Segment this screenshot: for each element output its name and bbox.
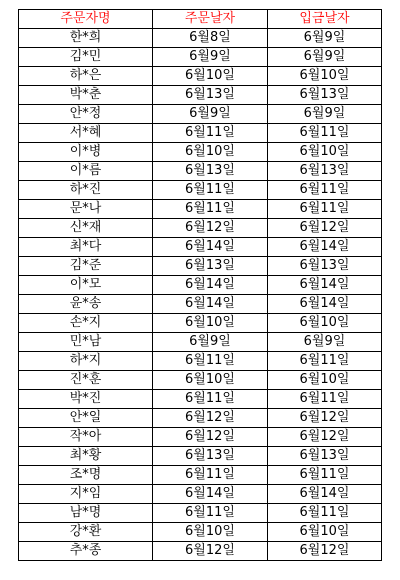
table-row <box>19 162 382 181</box>
deposit-date-cell: 6월11일 <box>268 390 382 409</box>
deposit-date-cell: 6월9일 <box>268 333 382 352</box>
orderer-name-cell: 이*모 <box>19 276 153 295</box>
order-date-cell: 6월11일 <box>153 352 268 371</box>
table-row <box>19 371 382 390</box>
order-date-cell: 6월13일 <box>153 257 268 276</box>
table-row <box>19 409 382 428</box>
orderer-name-cell: 문*나 <box>19 200 153 219</box>
table-row <box>19 428 382 447</box>
order-date-cell: 6월9일 <box>153 48 268 67</box>
table-row <box>19 143 382 162</box>
deposit-date-cell: 6월11일 <box>268 352 382 371</box>
orderer-name-cell: 지*임 <box>19 485 153 504</box>
order-date-cell: 6월11일 <box>153 466 268 485</box>
orderer-name-cell: 손*지 <box>19 314 153 333</box>
orderer-name-cell: 남*명 <box>19 504 153 523</box>
deposit-date-cell: 6월10일 <box>268 314 382 333</box>
table-row <box>19 390 382 409</box>
table-row <box>19 200 382 219</box>
order-date-cell: 6월12일 <box>153 409 268 428</box>
table-body <box>19 29 382 561</box>
orderer-name-cell: 김*준 <box>19 257 153 276</box>
header-row <box>19 10 382 29</box>
order-deposit-table <box>18 9 382 561</box>
orderer-name-cell: 안*일 <box>19 409 153 428</box>
deposit-date-cell: 6월13일 <box>268 162 382 181</box>
table-row <box>19 314 382 333</box>
deposit-date-cell: 6월11일 <box>268 181 382 200</box>
orderer-name-cell: 김*민 <box>19 48 153 67</box>
order-date-cell: 6월13일 <box>153 162 268 181</box>
order-date-cell: 6월10일 <box>153 143 268 162</box>
deposit-date-cell: 6월10일 <box>268 523 382 542</box>
table-row <box>19 333 382 352</box>
table-row <box>19 86 382 105</box>
deposit-date-cell: 6월12일 <box>268 219 382 238</box>
order-date-cell: 6월14일 <box>153 276 268 295</box>
orderer-name-cell: 작*아 <box>19 428 153 447</box>
header-order-date: 주문날자 <box>153 10 268 29</box>
table-row <box>19 124 382 143</box>
order-date-cell: 6월8일 <box>153 29 268 48</box>
deposit-date-cell: 6월9일 <box>268 105 382 124</box>
table-row <box>19 523 382 542</box>
order-date-cell: 6월10일 <box>153 523 268 542</box>
table-row <box>19 67 382 86</box>
orderer-name-cell: 한*희 <box>19 29 153 48</box>
table-row <box>19 504 382 523</box>
deposit-date-cell: 6월14일 <box>268 485 382 504</box>
table-row <box>19 181 382 200</box>
orderer-name-cell: 추*종 <box>19 542 153 561</box>
orderer-name-cell: 이*름 <box>19 162 153 181</box>
deposit-date-cell: 6월9일 <box>268 48 382 67</box>
orderer-name-cell: 최*다 <box>19 238 153 257</box>
orderer-name-cell: 서*혜 <box>19 124 153 143</box>
order-date-cell: 6월12일 <box>153 219 268 238</box>
order-date-cell: 6월11일 <box>153 390 268 409</box>
orderer-name-cell: 하*지 <box>19 352 153 371</box>
deposit-date-cell: 6월10일 <box>268 67 382 86</box>
deposit-date-cell: 6월10일 <box>268 371 382 390</box>
order-date-cell: 6월11일 <box>153 181 268 200</box>
deposit-date-cell: 6월13일 <box>268 447 382 466</box>
orderer-name-cell: 안*정 <box>19 105 153 124</box>
deposit-date-cell: 6월12일 <box>268 428 382 447</box>
table-row <box>19 295 382 314</box>
deposit-date-cell: 6월10일 <box>268 143 382 162</box>
deposit-date-cell: 6월11일 <box>268 466 382 485</box>
order-date-cell: 6월12일 <box>153 428 268 447</box>
table-row <box>19 485 382 504</box>
table-row <box>19 542 382 561</box>
deposit-date-cell: 6월11일 <box>268 124 382 143</box>
order-date-cell: 6월13일 <box>153 86 268 105</box>
table-row <box>19 29 382 48</box>
order-date-cell: 6월10일 <box>153 67 268 86</box>
orderer-name-cell: 최*황 <box>19 447 153 466</box>
orderer-name-cell: 하*은 <box>19 67 153 86</box>
deposit-date-cell: 6월14일 <box>268 238 382 257</box>
deposit-date-cell: 6월12일 <box>268 542 382 561</box>
deposit-date-cell: 6월13일 <box>268 257 382 276</box>
table-row <box>19 352 382 371</box>
table-row <box>19 466 382 485</box>
order-date-cell: 6월10일 <box>153 371 268 390</box>
order-date-cell: 6월14일 <box>153 238 268 257</box>
order-date-cell: 6월14일 <box>153 485 268 504</box>
orderer-name-cell: 진*훈 <box>19 371 153 390</box>
table-row <box>19 238 382 257</box>
table-row <box>19 219 382 238</box>
orderer-name-cell: 윤*송 <box>19 295 153 314</box>
deposit-date-cell: 6월11일 <box>268 504 382 523</box>
table-row <box>19 257 382 276</box>
table-row <box>19 447 382 466</box>
order-date-cell: 6월13일 <box>153 447 268 466</box>
order-date-cell: 6월9일 <box>153 105 268 124</box>
table-row <box>19 105 382 124</box>
orderer-name-cell: 하*진 <box>19 181 153 200</box>
deposit-date-cell: 6월9일 <box>268 29 382 48</box>
order-date-cell: 6월11일 <box>153 200 268 219</box>
order-date-cell: 6월11일 <box>153 504 268 523</box>
order-date-cell: 6월9일 <box>153 333 268 352</box>
header-deposit-date: 입금날자 <box>268 10 382 29</box>
deposit-date-cell: 6월12일 <box>268 409 382 428</box>
deposit-date-cell: 6월11일 <box>268 200 382 219</box>
order-date-cell: 6월11일 <box>153 124 268 143</box>
table-row <box>19 48 382 67</box>
order-date-cell: 6월14일 <box>153 295 268 314</box>
order-date-cell: 6월12일 <box>153 542 268 561</box>
orderer-name-cell: 강*환 <box>19 523 153 542</box>
orderer-name-cell: 신*재 <box>19 219 153 238</box>
orderer-name-cell: 조*명 <box>19 466 153 485</box>
orderer-name-cell: 이*병 <box>19 143 153 162</box>
orderer-name-cell: 민*남 <box>19 333 153 352</box>
deposit-date-cell: 6월13일 <box>268 86 382 105</box>
deposit-date-cell: 6월14일 <box>268 295 382 314</box>
header-orderer-name: 주문자명 <box>19 10 153 29</box>
deposit-date-cell: 6월14일 <box>268 276 382 295</box>
table-row <box>19 276 382 295</box>
orderer-name-cell: 박*춘 <box>19 86 153 105</box>
orderer-name-cell: 박*진 <box>19 390 153 409</box>
order-date-cell: 6월10일 <box>153 314 268 333</box>
